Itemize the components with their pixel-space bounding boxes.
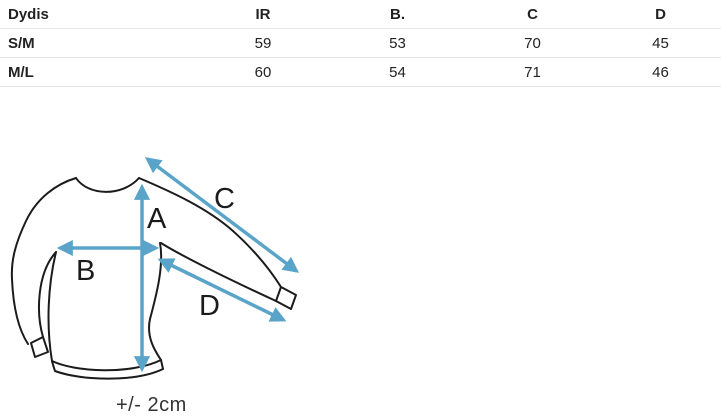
measurement-value: 45 bbox=[600, 29, 721, 58]
column-header-a: IR bbox=[196, 0, 330, 29]
size-table bbox=[0, 0, 721, 87]
table-row bbox=[0, 58, 721, 87]
measurement-label-a: A bbox=[147, 203, 167, 235]
body-left-line bbox=[49, 252, 56, 361]
column-header-b: B. bbox=[330, 0, 465, 29]
column-header-c: C bbox=[465, 0, 600, 29]
left-cuff bbox=[31, 337, 48, 357]
garment-diagram bbox=[0, 145, 320, 419]
measurement-arrow-c bbox=[148, 159, 297, 271]
hem-top-line bbox=[52, 360, 161, 370]
collar-line bbox=[76, 178, 139, 192]
size-label: S/M bbox=[0, 29, 196, 58]
measurement-label-b: B bbox=[76, 255, 96, 287]
size-label: M/L bbox=[0, 58, 196, 87]
measurement-arrow-d bbox=[161, 260, 284, 320]
measurement-value: 54 bbox=[330, 58, 465, 87]
measurement-label-c: C bbox=[214, 183, 235, 215]
left-sleeve-outer-line bbox=[12, 178, 76, 344]
measurement-value: 60 bbox=[196, 58, 330, 87]
measurement-label-d: D bbox=[199, 290, 220, 322]
size-table-header-row bbox=[0, 0, 721, 29]
measurement-value: 70 bbox=[465, 29, 600, 58]
measurement-value: 53 bbox=[330, 29, 465, 58]
column-header-size: Dydis bbox=[0, 0, 196, 29]
measurement-value: 71 bbox=[465, 58, 600, 87]
measurement-value: 46 bbox=[600, 58, 721, 87]
right-cuff bbox=[276, 287, 296, 309]
measurement-value: 59 bbox=[196, 29, 330, 58]
body-right-line bbox=[149, 243, 161, 360]
table-row bbox=[0, 29, 721, 58]
tolerance-note: +/- 2cm bbox=[116, 394, 187, 416]
column-header-d: D bbox=[600, 0, 721, 29]
